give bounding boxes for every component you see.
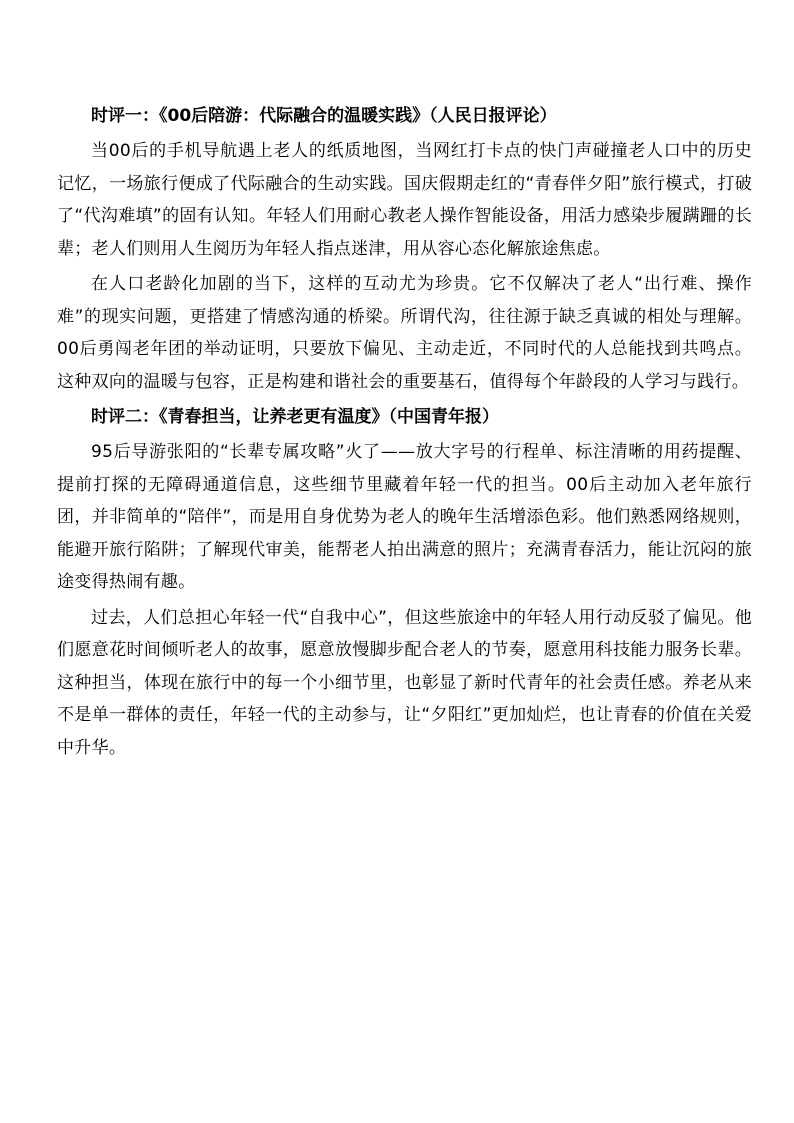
document-page [57,100,752,764]
commentary-2-paragraph-1: 95后导游张阳的“长辈专属攻略”火了——放大字号的行程单、标注清晰的用药提醒、提前打探的无障碍通道信息，这些细节里藏着年轻一代的担当。00后主动加入老年旅行团，并非简单的“陪伴”，而是用自身优势为老人的晚年生活增添色彩。他们熟悉网络规则，能避开旅行陷阱；了解现代审美，能帮老人拍出满意的照片；充满青春活力，能让沉闷的旅途变得热闹有趣。 [57,442,752,592]
commentary-2-paragraph-2: 过去，人们总担心年轻一代“自我中心”，但这些旅途中的年轻人用行动反驳了偏见。他们愿意花时间倾听老人的故事，愿意放慢脚步配合老人的节奏，愿意用科技能力服务长辈。这种担当，体现在旅行中的每一个小细节里，也彰显了新时代青年的社会责任感。养老从来不是单一群体的责任，年轻一代的主动参与，让“夕阳红”更加灿烂，也让青春的价值在关爱中升华。 [57,607,752,758]
commentary-2-heading: 时评二：《青春担当，让养老更有温度》（中国青年报） [91,407,499,427]
commentary-1-heading: 时评一：《00后陪游：代际融合的温暖实践》（人民日报评论） [91,106,557,126]
commentary-1-paragraph-2: 在人口老龄化加剧的当下，这样的互动尤为珍贵。它不仅解决了老人“出行难、操作难”的现实问题，更搭建了情感沟通的桥梁。所谓代沟，往往源于缺乏真诚的相处与理解。00后勇闯老年团的举动证明，只要放下偏见、主动走近，不同时代的人总能找到共鸣点。这种双向的温暖与包容，正是构建和谐社会的重要基石，值得每个年龄段的人学习与践行。 [57,274,752,392]
commentary-1-paragraph-1: 当00后的手机导航遇上老人的纸质地图，当网红打卡点的快门声碰撞老人口中的历史记忆，一场旅行便成了代际融合的生动实践。国庆假期走红的“青春伴夕阳”旅行模式，打破了“代沟难填”的固有认知。年轻人们用耐心教老人操作智能设备，用活力感染步履蹒跚的长辈；老人们则用人生阅历为年轻人指点迷津，用从容心态化解旅途焦虑。 [57,141,752,259]
